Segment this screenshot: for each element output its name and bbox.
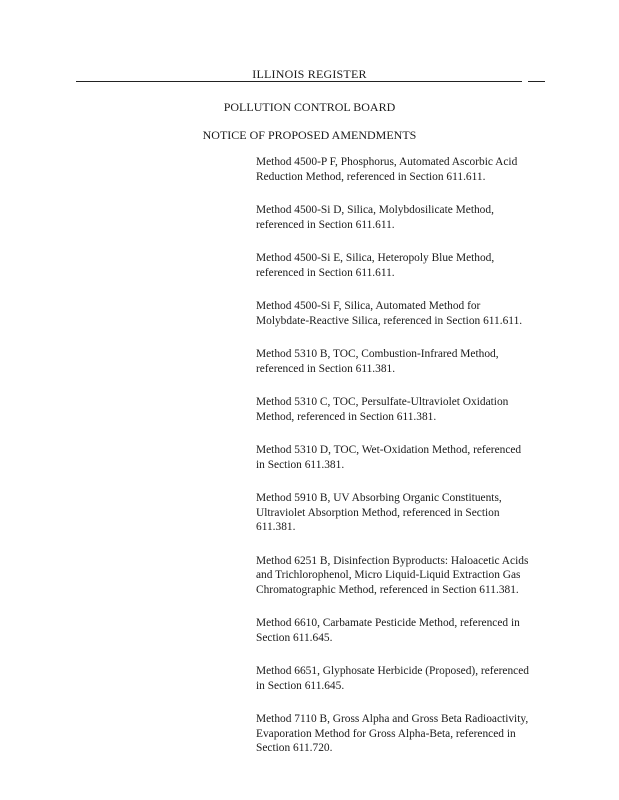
notice-title: NOTICE OF PROPOSED AMENDMENTS	[202, 128, 417, 142]
method-item: Method 4500-Si E, Silica, Heteropoly Blue Method, referenced in Section 611.611.	[256, 252, 495, 279]
method-item: Method 5910 B, UV Absorbing Organic Constituents, Ultraviolet Absorption Method, referenced in Section 611.381.	[256, 492, 502, 533]
method-item: Method 5310 B, TOC, Combustion-Infrared Method, referenced in Section 611.381.	[256, 348, 499, 375]
method-item: Method 6610, Carbamate Pesticide Method, referenced in Section 611.645.	[256, 617, 520, 644]
method-item: Method 6251 B, Disinfection Byproducts: Haloacetic Acids and Trichlorophenol, Micro Liquid-Liquid Extraction Gas Chromatographic Method, referenced in Section 611.381.	[256, 554, 529, 596]
method-item: Method 7110 B, Gross Alpha and Gross Beta Radioactivity, Evaporation Method for Gross Alpha-Beta, referenced in Section 611.720.	[256, 713, 529, 754]
method-item: Method 4500-P F, Phosphorus, Automated Ascorbic Acid Reduction Method, referenced in Section 611.611.	[256, 156, 518, 183]
method-item: Method 6651, Glyphosate Herbicide (Proposed), referenced in Section 611.645.	[256, 665, 529, 692]
method-item: Method 4500-Si D, Silica, Molybdosilicate Method, referenced in Section 611.611.	[256, 204, 494, 231]
method-item: Method 4500-Si F, Silica, Automated Method for Molybdate-Reactive Silica, referenced in Section 611.611.	[256, 300, 523, 327]
register-title: ILLINOIS REGISTER	[252, 67, 367, 81]
method-list	[256, 155, 552, 775]
method-item: Method 5310 D, TOC, Wet-Oxidation Method, referenced in Section 611.381.	[256, 444, 522, 471]
method-item: Method 5310 C, TOC, Persulfate-Ultraviolet Oxidation Method, referenced in Section 611.381.	[256, 396, 509, 423]
board-title: POLLUTION CONTROL BOARD	[223, 100, 396, 114]
